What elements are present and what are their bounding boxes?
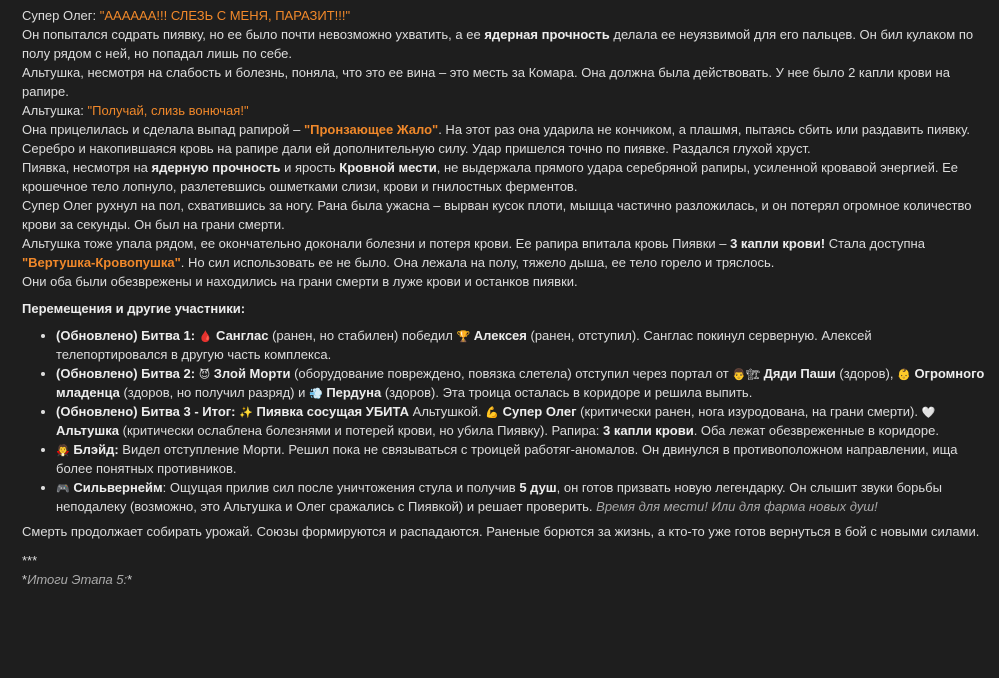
list-item: • 🧛 Блэйд: Видел отступление Морти. Решил пока не связываться с троицей работяг-аномалов. Он двинулся в противоположном направлении, ища более понятных противников. — [56, 440, 985, 478]
participants-list — [22, 326, 985, 516]
bold-term: 3 капли крови! — [730, 236, 826, 251]
bold-term: ядерную прочность — [151, 160, 281, 175]
paragraph-altushka-realize: Альтушка, несмотря на слабость и болезнь, поняла, что это ее вина – это месть за Комара. Она должна была действовать. У нее было 2 капли крови на рапире. — [22, 65, 950, 99]
italic-aside: Время для мести! Или для фарма новых душ! — [596, 499, 878, 514]
paragraph-altushka-shout — [22, 101, 985, 120]
stage-summary-label: *Итоги Этапа 5:* — [22, 572, 133, 587]
separator: *** — [22, 553, 38, 568]
devil-icon: 😈 — [198, 368, 211, 381]
bold-term: Кровной мести — [339, 160, 437, 175]
quote: "АААААА!!! СЛЕЗЬ С МЕНЯ, ПАРАЗИТ!!!" — [99, 8, 351, 23]
blood-drop-icon: 🩸 — [198, 330, 213, 343]
sparkle-icon: ✨ — [239, 406, 253, 419]
paragraph-leech-dies: Пиявка, несмотря на ядерную прочность и ярость Кровной мести, не выдержала прямого удара серебряной рапиры, усиленной кровавой энергией. Ее крошечное тело лопнуло, разлетевшись ошметками слизи, крови и гнилостных ферментов. — [22, 160, 958, 194]
list-item: • 🎮 Сильвернейм: Ощущая прилив сил после уничтожения стула и получив 5 душ, он готов призвать новую легендарку. Он слышит звуки борьбы неподалеку (возможно, это Альтушка и Олег сражались с Пиявкой) и решает проверить. Время для мести! Или для фарма новых душ! — [56, 478, 985, 516]
muscle-icon: 💪 — [485, 406, 499, 419]
quote: "Получай, слизь вонючая!" — [87, 103, 249, 118]
white-heart-icon: 🤍 — [921, 406, 936, 419]
skill-name: "Вертушка-Кровопушка" — [22, 255, 181, 270]
section-heading: Перемещения и другие участники: — [22, 301, 246, 316]
list-item: • (Обновлено) Битва 1: 🩸 Санглас (ранен, но стабилен) победил 🏆 Алексея (ранен, отступил). Санглас покинул серверную. Алексей телепортировался в другую часть комплекса. — [56, 326, 985, 364]
bold-term: ядерная прочность — [484, 27, 610, 42]
paragraph-both-down: Они оба были обезврежены и находились на грани смерти в луже крови и останков пиявки. — [22, 274, 578, 289]
paragraph-attack: Она прицелилась и сделала выпад рапирой – "Пронзающее Жало". На этот раз она ударила не кончиком, а плашмя, пытаясь сбить или раздавить пиявку. Серебро и накопившаяся кровь на рапире дали ей дополнительную силу. Удар пришелся точно по пиявке. Раздался глухой хруст. — [22, 122, 970, 156]
list-item: • (Обновлено) Битва 3 - Итог: ✨ Пиявка сосущая УБИТА Альтушкой. 💪 Супер Олег (критически ранен, нога изуродована, на грани смерти). 🤍 Альтушка (критически ослаблена болезнями и потерей крови, но убила Пиявку). Рапира: 3 капли крови. Оба лежат обезвреженные в коридоре. — [56, 402, 985, 440]
speaker-label: Супер Олег: — [22, 8, 100, 23]
baby-icon: 👶 — [897, 368, 911, 381]
paragraph-closing: Смерть продолжает собирать урожай. Союзы формируются и распадаются. Раненые борются за жизнь, а кто-то уже готов вернуться в бой с новыми силами. — [22, 524, 980, 539]
trophy-icon: 🏆 — [456, 330, 471, 343]
skill-name: "Пронзающее Жало" — [303, 122, 439, 137]
paragraph-leech-grab: Он попытался содрать пиявку, но ее было почти невозможно ухватить, а ее ядерная прочность делала ее неуязвимой для его пальцев. Он бил кулаком по полу рядом с ней, но попадал лишь по себе. — [22, 27, 974, 61]
gamepad-icon: 🎮 — [56, 482, 70, 495]
wind-icon: 💨 — [308, 387, 323, 400]
worker-icon: 👨🏗 — [732, 368, 761, 381]
vampire-icon: 🧛 — [56, 444, 70, 457]
paragraph-altushka-falls: Альтушка тоже упала рядом, ее окончательно доконали болезни и потеря крови. Ее рапира впитала кровь Пиявки – 3 капли крови! Стала доступна "Вертушка-Кровопушка". Но сил использовать ее не было. Она лежала на полу, тяжело дыша, ее тело горело и тряслось. — [22, 236, 925, 270]
list-item: • (Обновлено) Битва 2: 😈 Злой Морти (оборудование повреждено, повязка слетела) отступил через портал от 👨🏗 Дяди Паши (здоров), 👶 Огромного младенца (здоров, но получил разряд) и 💨 Пердуна (здоров). Эта троица осталась в коридоре и решила выпить. — [56, 364, 985, 402]
speaker-label: Альтушка: — [22, 103, 88, 118]
paragraph-oleg-scream — [22, 6, 985, 25]
paragraph-oleg-falls: Супер Олег рухнул на пол, схватившись за ногу. Рана была ужасна – вырван кусок плоти, мышца частично разложилась, и он потерял огромное количество крови за секунды. Он был на грани смерти. — [22, 198, 972, 232]
